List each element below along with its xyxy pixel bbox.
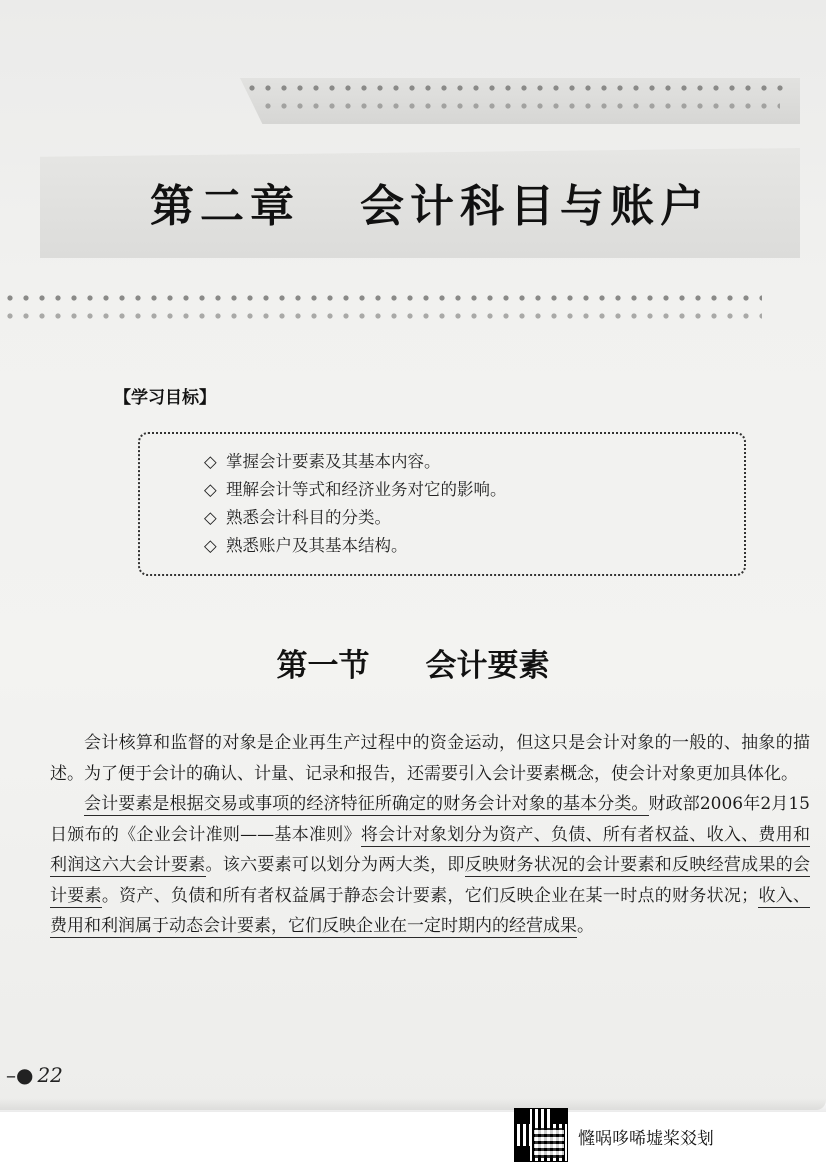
qr-code-pattern bbox=[534, 1128, 564, 1158]
section-name: 会计要素 bbox=[425, 648, 550, 684]
objective-item: ◇ 熟悉账户及其基本结构。 bbox=[204, 532, 507, 560]
diamond-icon: ◇ bbox=[204, 536, 217, 555]
header-dots-top bbox=[244, 82, 784, 92]
section-number: 第一节 bbox=[276, 648, 370, 684]
objective-item: ◇ 掌握会计要素及其基本内容。 bbox=[204, 448, 507, 476]
underlined-dynamic-elements: 收入、费用和利润属于动态会计要素，它们反映企业在一定时期内的经营成果 bbox=[50, 885, 811, 936]
section-title bbox=[0, 640, 826, 685]
body-text bbox=[50, 728, 810, 942]
learning-objectives-label: 【学习目标】 bbox=[114, 388, 216, 408]
chapter-title bbox=[150, 170, 750, 234]
bullet-dot-icon: –● bbox=[6, 1063, 34, 1087]
diamond-icon: ◇ bbox=[204, 480, 217, 499]
chapter-number: 第二章 bbox=[150, 181, 300, 232]
chapter-name: 会计科目与账户 bbox=[360, 181, 710, 232]
page-shadow bbox=[0, 1098, 826, 1112]
header-dots-bottom bbox=[2, 292, 762, 302]
underlined-definition: 会计要素是根据交易或事项的经济特征所确定的财务会计对象的基本分类。 bbox=[84, 794, 649, 814]
paragraph-2: 会计要素是根据交易或事项的经济特征所确定的财务会计对象的基本分类。财政部2006年2月15日颁布的《企业会计准则——基本准则》将会计对象划分为资产、负债、所有者权益、收入、费用和利润这六大会计要素。该六要素可以划分为两大类，即反映财务状况的会计要素和反映经营成果的会计要素。资产、负债和所有者权益属于静态会计要素，它们反映企业在某一时点的财务状况；收入、费用和利润属于动态会计要素，它们反映企业在一定时期内的经营成果。 bbox=[50, 794, 811, 936]
diamond-icon: ◇ bbox=[204, 508, 217, 527]
learning-objectives-box bbox=[138, 432, 746, 576]
objective-item: ◇ 熟悉会计科目的分类。 bbox=[204, 504, 507, 532]
diamond-icon: ◇ bbox=[204, 452, 217, 471]
objective-item: ◇ 理解会计等式和经济业务对它的影响。 bbox=[204, 476, 507, 504]
header-dots-bottom-second bbox=[2, 310, 762, 320]
objectives-list bbox=[204, 448, 507, 560]
header-dots-top-second bbox=[260, 100, 780, 110]
qr-code-icon bbox=[514, 1108, 568, 1162]
watermark-text: 㦕㖞哆唏墟桨㸚刬 bbox=[578, 1129, 714, 1149]
underlined-six-elements: 将会计对象划分为资产、负债、所有者权益、收入、费用和利润这六大会计要素 bbox=[50, 824, 811, 875]
page-number: –● 22 bbox=[6, 1063, 63, 1087]
underlined-two-categories: 反映财务状况的会计要素和反映经营成果的会计要素 bbox=[50, 855, 811, 906]
paragraph-1: 会计核算和监督的对象是企业再生产过程中的资金运动，但这只是会计对象的一般的、抽象的描述。为了便于会计的确认、计量、记录和报告，还需要引入会计要素概念，使会计对象更加具体化。 bbox=[50, 733, 810, 784]
